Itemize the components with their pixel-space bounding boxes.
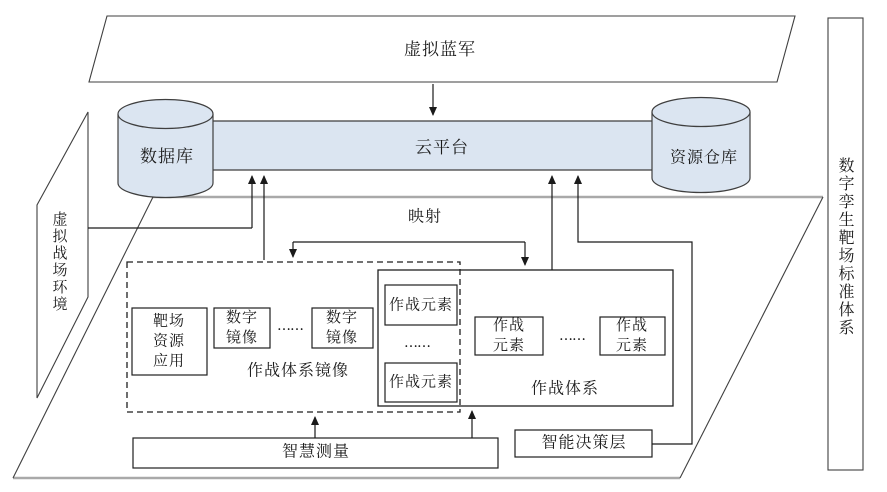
cloud-platform-label: 云平台 bbox=[415, 137, 469, 158]
combat-element-label-1: 作战元素 bbox=[492, 316, 525, 354]
intelligent-decision-layer-label: 智能决策层 bbox=[541, 432, 627, 452]
standard-system-label: 数字孪生靶场标准体系 bbox=[836, 157, 855, 337]
combat-element-label-2: 作战元素 bbox=[615, 316, 648, 354]
smart-measurement-label: 智慧测量 bbox=[281, 441, 351, 461]
mapping-label: 映射 bbox=[407, 206, 443, 226]
database-label: 数据库 bbox=[140, 146, 194, 167]
combat-system-label: 作战体系 bbox=[530, 378, 600, 398]
combat-system-mirror-label: 作战体系镜像 bbox=[246, 360, 350, 380]
digital-mirror-label-2: 数字镜像 bbox=[325, 308, 358, 346]
digital-mirror-label-1: 数字镜像 bbox=[225, 308, 258, 346]
resource-repository-cylinder-shape bbox=[652, 98, 750, 193]
shared-elements-ellipsis: …… bbox=[404, 334, 430, 351]
shared-combat-element-label-bottom: 作战元素 bbox=[388, 372, 454, 391]
resource-repository-label: 资源仓库 bbox=[669, 147, 739, 167]
combat-system-ellipsis: …… bbox=[559, 327, 585, 344]
mirror-ellipsis: …… bbox=[277, 317, 303, 334]
virtual-blue-army-label: 虚拟蓝军 bbox=[404, 39, 476, 60]
range-resource-application-label: 靶场资源应用 bbox=[152, 311, 185, 369]
virtual-battlefield-environment-label: 虚拟战场环境 bbox=[50, 211, 69, 313]
shared-combat-element-label-top: 作战元素 bbox=[388, 295, 454, 314]
